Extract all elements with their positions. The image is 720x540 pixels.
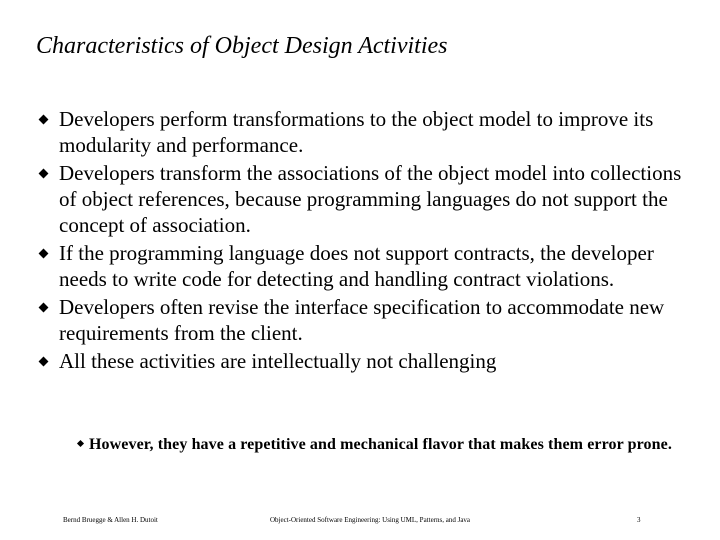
sub-bullet-item (78, 434, 678, 455)
bullet-item (40, 348, 700, 374)
sub-bullet-text: However, they have a repetitive and mechanical flavor that makes them error prone. (89, 436, 672, 453)
diamond-bullet-icon (39, 249, 49, 259)
diamond-bullet-icon (39, 303, 49, 313)
slide-title: Characteristics of Object Design Activities (36, 33, 448, 59)
footer-authors: Bernd Bruegge & Allen H. Dutoit (63, 516, 158, 524)
diamond-bullet-icon (39, 115, 49, 125)
bullet-text: If the programming language does not support contracts, the developer needs to write code for detecting and handling contract violations. (59, 241, 654, 291)
footer-book-title: Object-Oriented Software Engineering: Using UML, Patterns, and Java (270, 516, 471, 524)
bullet-item (40, 160, 700, 238)
diamond-bullet-icon (39, 169, 49, 179)
diamond-bullet-icon (39, 357, 49, 367)
sub-bullet-list (78, 434, 678, 455)
bullet-text: All these activities are intellectually not challenging (59, 349, 497, 373)
bullet-text: Developers transform the associations of the object model into collections of object references, because programming languages do not support the concept of association. (59, 161, 682, 237)
bullet-item (40, 294, 700, 346)
bullet-item (40, 106, 700, 158)
bullet-text: Developers often revise the interface specification to accommodate new requirements from the client. (59, 295, 665, 345)
footer-page-number: 3 (637, 516, 641, 524)
bullet-list (40, 106, 700, 376)
bullet-text: Developers perform transformations to the object model to improve its modularity and performance. (59, 107, 654, 157)
bullet-item (40, 240, 700, 292)
small-diamond-bullet-icon (77, 440, 84, 447)
